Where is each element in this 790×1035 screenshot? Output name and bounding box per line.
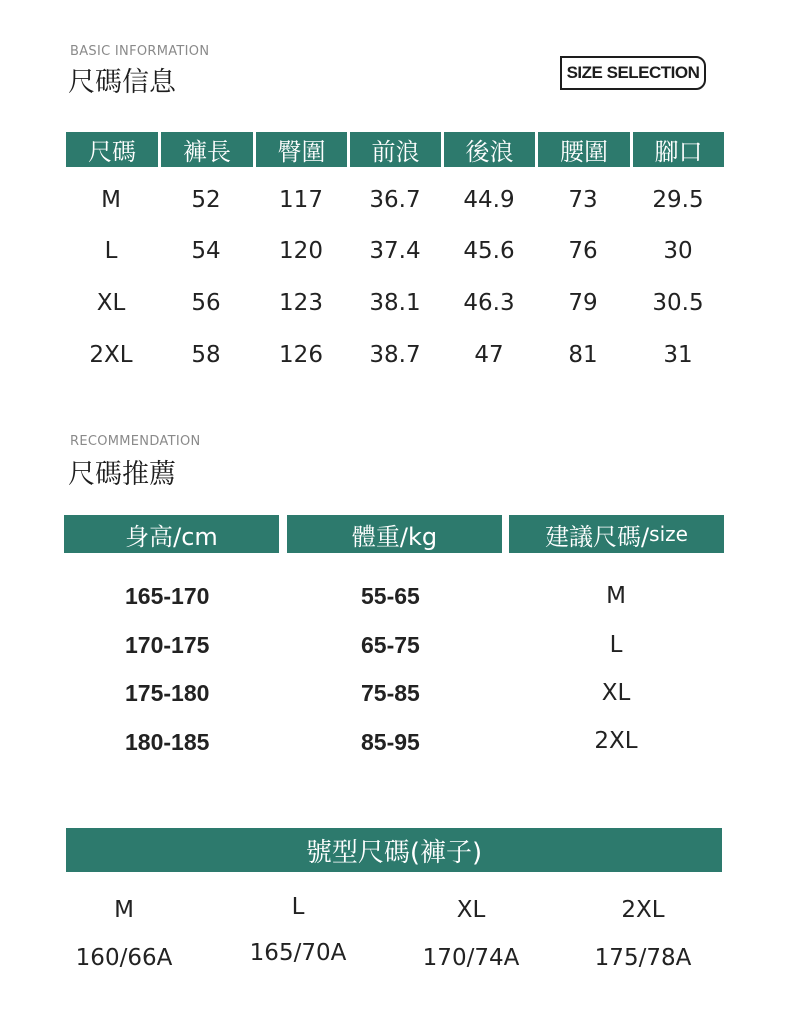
table-cell: 30 (663, 238, 693, 264)
model-size-label: 2XL (621, 897, 665, 923)
model-size-label: XL (456, 897, 486, 923)
table-cell: L (104, 238, 118, 264)
header-leg-opening: 腳口 (633, 132, 724, 167)
table-cell: 44.9 (463, 187, 515, 213)
header-front-rise: 前浪 (350, 132, 441, 167)
table-cell: 36.7 (369, 187, 421, 213)
header-waist: 腰圍 (538, 132, 630, 167)
table-cell: 126 (279, 342, 323, 368)
table-cell: 38.7 (369, 342, 421, 368)
table-cell: M (101, 187, 121, 213)
weight-range: 55-65 (361, 582, 420, 609)
model-size-label: M (114, 897, 134, 923)
recommended-size: L (609, 632, 623, 658)
height-range: 170-175 (125, 631, 210, 658)
table-cell: 56 (191, 290, 221, 316)
weight-range: 65-75 (361, 631, 420, 658)
table-cell: 2XL (89, 342, 133, 368)
model-size-code: 170/74A (422, 945, 520, 971)
header-height (64, 515, 279, 553)
header-hip: 臀圍 (256, 132, 347, 167)
table-cell: 54 (191, 238, 221, 264)
header-height-label: 身高/cm (125, 522, 218, 551)
height-range: 165-170 (125, 582, 210, 609)
basic-info-title: 尺碼信息 (68, 67, 176, 98)
table-cell: 37.4 (369, 238, 421, 264)
table-cell: 120 (279, 238, 323, 264)
table-cell: 29.5 (652, 187, 704, 213)
model-size-code: 175/78A (594, 945, 692, 971)
recommended-size: XL (601, 680, 631, 706)
table-cell: 117 (279, 187, 323, 213)
table-cell: 81 (568, 342, 598, 368)
recommendation-title: 尺碼推薦 (68, 459, 176, 490)
size-selection-button[interactable]: SIZE SELECTION (560, 56, 706, 90)
header-size: 尺碼 (66, 132, 158, 167)
recommendation-eyebrow: RECOMMENDATION (70, 434, 201, 449)
table-cell: 46.3 (463, 290, 515, 316)
weight-range: 75-85 (361, 679, 420, 706)
table-cell: 47 (474, 342, 504, 368)
table-cell: 79 (568, 290, 598, 316)
header-back-rise: 後浪 (444, 132, 535, 167)
header-weight-label: 體重/kg (351, 522, 438, 551)
recommended-size: M (606, 583, 626, 609)
table-cell: 45.6 (463, 238, 515, 264)
weight-range: 85-95 (361, 728, 420, 755)
table-cell: 38.1 (369, 290, 421, 316)
basic-info-eyebrow: BASIC INFORMATION (70, 44, 210, 59)
model-size-label: L (291, 894, 305, 920)
header-weight (287, 515, 502, 553)
height-range: 180-185 (125, 728, 210, 755)
model-size-title: 號型尺碼(褲子) (66, 828, 722, 872)
table-cell: 73 (568, 187, 598, 213)
model-size-code: 160/66A (75, 945, 173, 971)
table-cell: 31 (663, 342, 693, 368)
table-cell: 58 (191, 342, 221, 368)
table-cell: XL (96, 290, 126, 316)
recommended-size: 2XL (594, 728, 638, 754)
table-cell: 123 (279, 290, 323, 316)
header-recommended-size (509, 515, 724, 553)
table-cell: 52 (191, 187, 221, 213)
height-range: 175-180 (125, 679, 210, 706)
table-cell: 30.5 (652, 290, 704, 316)
table-cell: 76 (568, 238, 598, 264)
header-recommended-size-suffix: size (649, 522, 688, 546)
header-recommended-size-label: 建議尺碼/ (545, 522, 650, 551)
model-size-code: 165/70A (249, 940, 347, 966)
header-length: 褲長 (161, 132, 253, 167)
